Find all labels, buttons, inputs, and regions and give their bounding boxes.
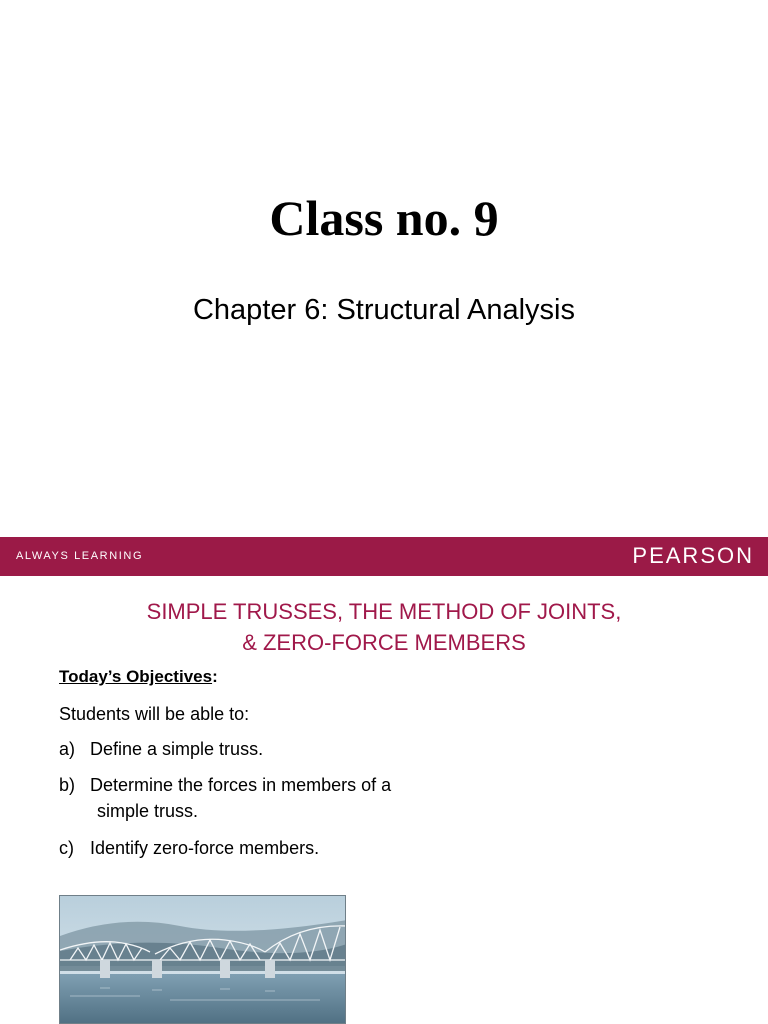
objective-text: Define a simple truss. [90,739,264,759]
objectives-label-text: Today’s Objectives [59,667,213,686]
slide-subtitle: Chapter 6: Structural Analysis [192,294,575,326]
truss-bridge-photo [59,895,346,1024]
pearson-logo: PEARSON [632,543,754,568]
objective-marker: a) [59,739,76,759]
objective-item-c [59,835,459,861]
objectives-label-colon: : [212,667,218,686]
slide-title: Class no. 9 [269,190,499,246]
heading-line-1: SIMPLE TRUSSES, THE METHOD OF JOINTS, [146,599,622,624]
objective-marker: c) [59,838,74,858]
pearson-banner [0,537,768,576]
heading-line-2: & ZERO-FORCE MEMBERS [242,630,526,655]
objective-item-b [59,772,459,824]
banner-tagline: ALWAYS LEARNING [16,550,144,562]
objective-text: Identify zero-force members. [90,838,320,858]
truss-bridge-illustration [60,896,346,1024]
objectives-intro: Students will be able to: [59,704,250,724]
objective-text: Determine the forces in members of a [90,775,392,795]
content-heading [0,596,768,658]
objective-marker: b) [59,775,76,795]
objective-item-a [59,736,459,762]
objectives-label [59,665,218,689]
objective-text-continued: simple truss. [97,801,199,821]
